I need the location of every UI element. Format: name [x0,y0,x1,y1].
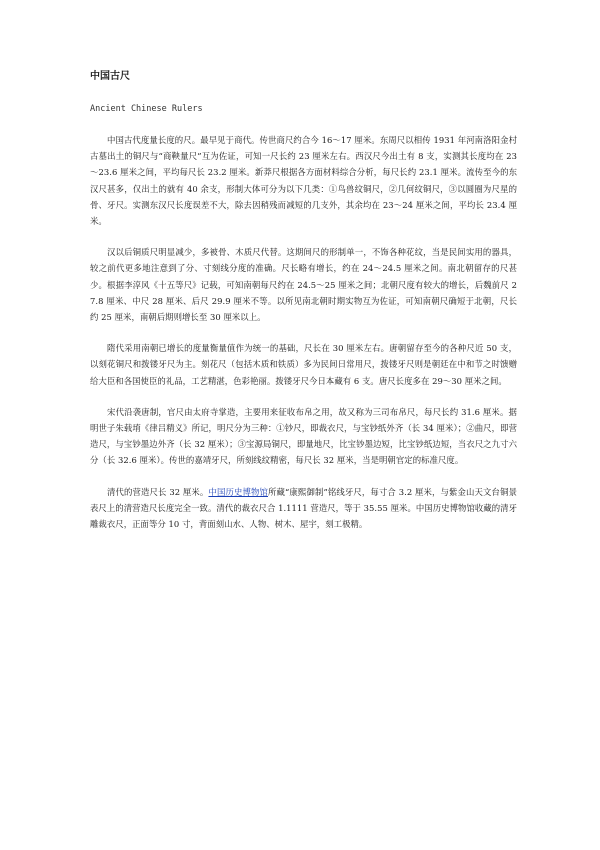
page-title: 中国古尺 [90,71,130,82]
paragraph-qing-suffix: 所藏“康熙御制”铭线牙尺，每寸合 3.2 厘米，与紫金山天文台铜景表尺上的清营造尺长度完全一致。清代的裁衣尺合 1.1111 营造尺，等于 35.55 厘米。中国历史博物馆收藏的清牙雕裁衣尺，正面等分 10 寸，背面刻山水、人物、树木、屋宇，刻工极精。 [90,486,518,530]
museum-link[interactable]: 中国历史博物馆 [208,486,268,497]
page-subtitle: Ancient Chinese Rulers [90,104,203,114]
paragraph-sui-tang: 隋代采用南朝已增长的度量衡量值作为统一的基础，尺长在 30 厘米左右。唐朝留存至今的各种尺近 50 支，以刻花铜尺和拨镂牙尺为主。刻花尺（包括木质和铁质）多为民间日常用尺，拨镂牙尺则是朝廷在中和节之时馈赠给大臣和各国使臣的礼品，工艺精湛，色彩艳丽。拨镂牙尺今日本藏有 6 支。唐尺长度多在 29～30 厘米之间。 [90,343,517,386]
paragraph-song-ming: 宋代沿袭唐制，官尺由太府寺掌造，主要用来征收布帛之用，故又称为三司布帛尺，每尺长约 31.6 厘米。据明世子朱载堉《律吕精义》所记，明尺分为三种：①钞尺，即裁衣尺，与宝钞纸外齐（长 34 厘米）；②曲尺，即营造尺，与宝钞墨边外齐（长 32 厘米）；③宝源局铜尺，即量地尺，比宝钞墨边短，比宝钞纸边短，当衣尺之九寸六分（长 32.6 厘米）。传世的嘉靖牙尺，所刻线纹精密，每尺长 32 厘米，当是明朝官定的标准尺度。 [90,406,517,466]
paragraph-qing [90,484,517,533]
document-page [90,70,517,547]
paragraph-shang-han: 中国古代度量长度的尺。最早见于商代。传世商尺约合今 16～17 厘米。东周尺以相传 1931 年河南洛阳金村古墓出土的铜尺与“商鞅量尺”互为佐证，可知一尺长约 23 厘米左右。西汉尺今出土有 8 支，实测其长度均在 23～23.6 厘米之间，平均每尺长 23.2 厘米。新莽尺根据各方面材料综合分析，每尺长约 23.1 厘米。流传至今的东汉尺甚多，仅出土的就有 40 余支，形制大体可分为以下几类：①鸟兽纹铜尺，②几何纹铜尺，③以圆圈为尺星的骨、牙尺。实测东汉尺长度误差不大，除去因稍残而减短的几支外，其余均在 23～24 厘米之间，平均长 23.4 厘米。 [90,135,517,227]
paragraph-post-han: 汉以后铜质尺明显减少，多被骨、木质尺代替。这期间尺的形制单一，不饰各种花纹，当是民间实用的器具，较之前代更多地注意到了分、寸刻线分度的准确。尺长略有增长，约在 24～24.5 厘米之间。南北朝留存的尺甚少。根据李淳风《十五等尺》记载，可知南朝每尺约在 24.5～25 厘米之间；北朝尺度有较大的增长，后魏前尺 27.8 厘米、中尺 28 厘米、后尺 29.9 厘米不等。以所见南北朝时期实物互为佐证，可知南朝尺确短于北朝，尺长约 25 厘米，南朝后期则增长至 30 厘米以上。 [90,247,517,323]
paragraph-qing-prefix: 清代的营造尺长 32 厘米。 [107,486,209,497]
